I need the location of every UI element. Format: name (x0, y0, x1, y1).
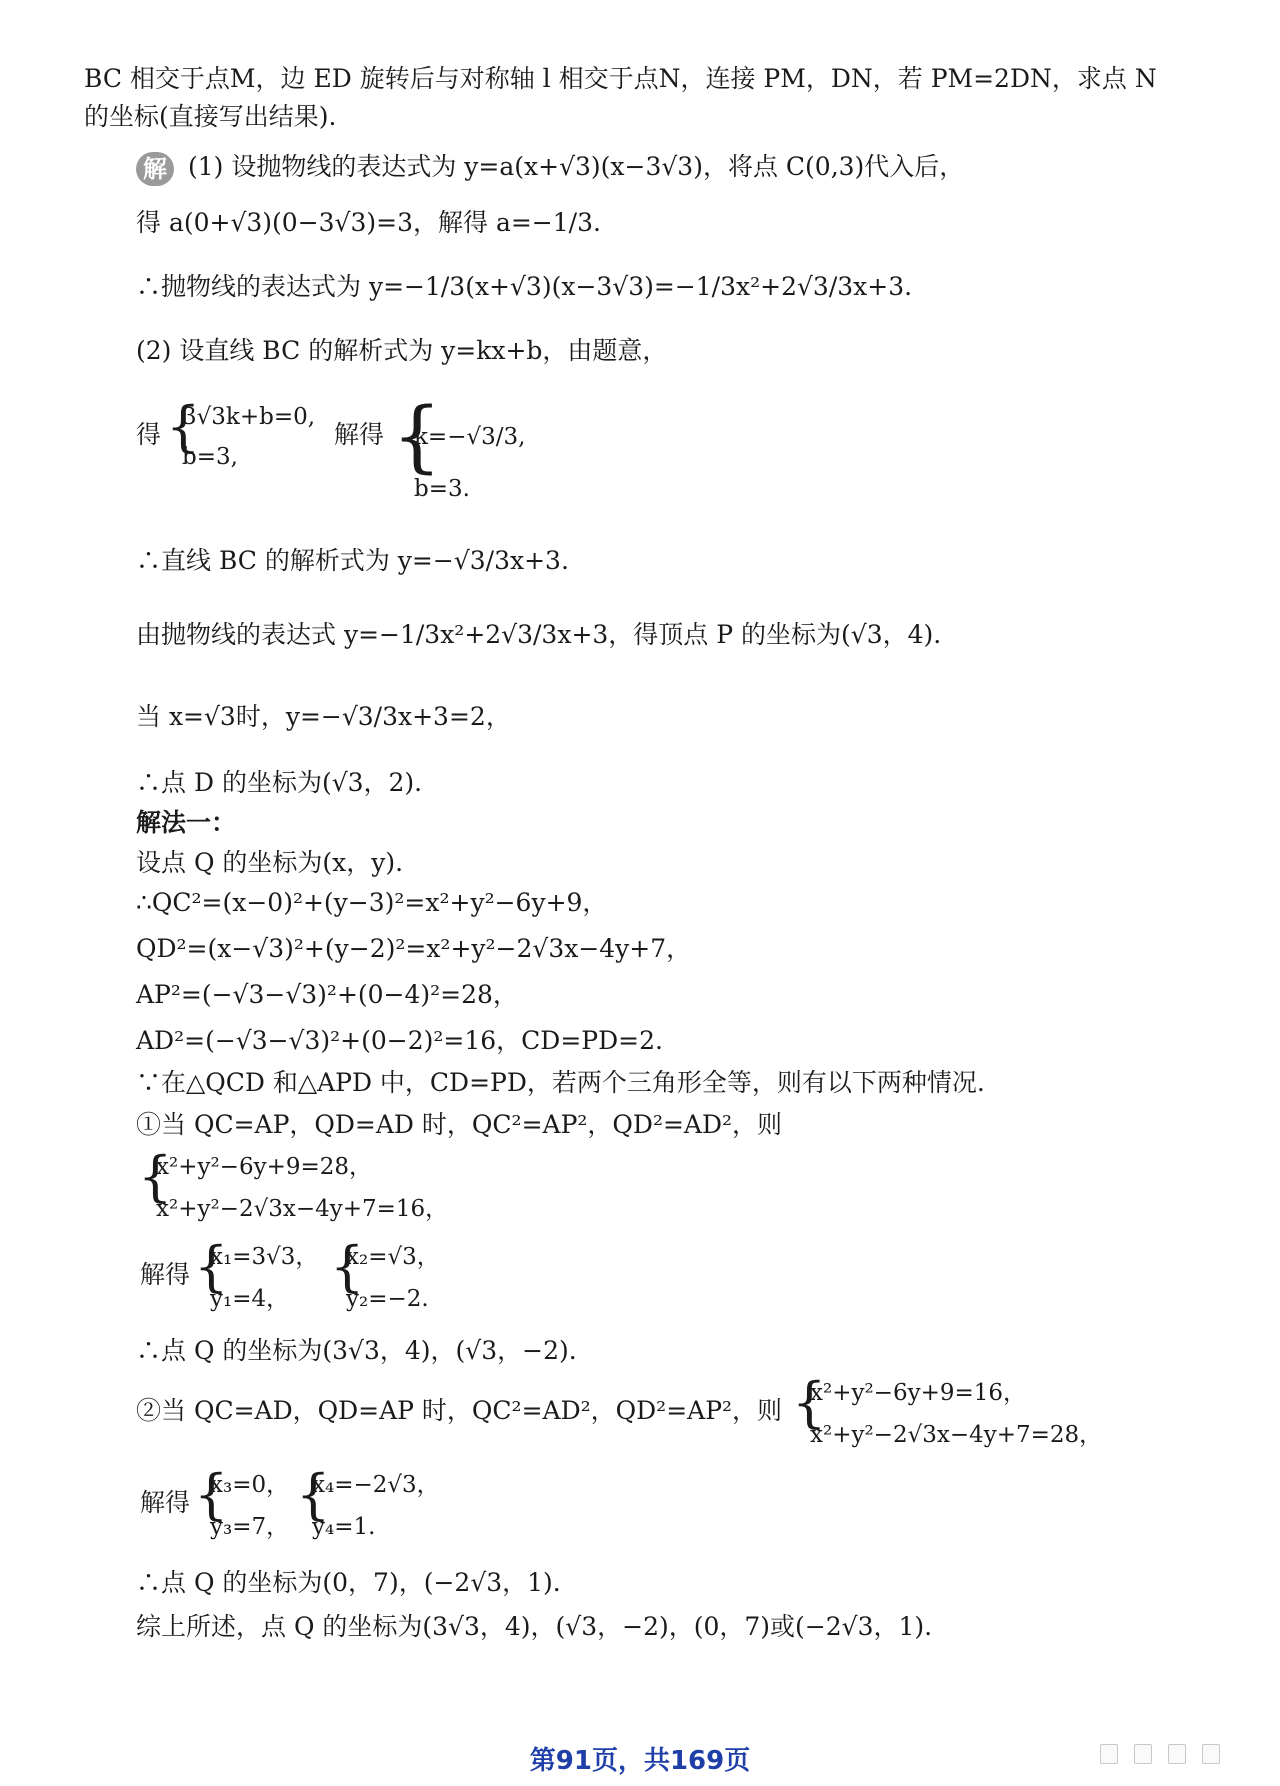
equation: 3√3k+b=0, (182, 404, 316, 430)
brace: { (330, 1235, 365, 1298)
page-number: 第91页，共169页 (529, 1746, 751, 1776)
text-line: ∵在△QCD 和△APD 中，CD=PD，若两个三角形全等，则有以下两种情况. (136, 1068, 985, 1097)
text-line: ∴点 D 的坐标为(√3，2). (136, 768, 423, 797)
text-line: 得 (136, 420, 162, 449)
brace: { (166, 395, 201, 458)
text-line: QD²=(x−√3)²+(y−2)²=x²+y²−2√3x−4y+7， (136, 934, 692, 963)
text-line: (1) 设抛物线的表达式为 y=a(x+√3)(x−3√3)，将点 C(0,3)代入后， (188, 152, 965, 181)
method-heading: 解法一： (136, 808, 237, 837)
text-line: 由抛物线的表达式 y=−1/3x²+2√3/3x+3，得顶点 P 的坐标为(√3，4). (136, 620, 942, 649)
text-line: ①当 QC=AP，QD=AD 时，QC²=AP²，QD²=AD²，则 (136, 1110, 783, 1139)
equation: y₁=4， (210, 1286, 290, 1312)
text-line: ∴QC²=(x−0)²+(y−3)²=x²+y²−6y+9， (136, 888, 608, 917)
equation: y₃=7， (210, 1514, 290, 1540)
solution-line (136, 150, 964, 186)
text-line: ∴点 Q 的坐标为(3√3，4)，(√3，−2). (136, 1336, 577, 1365)
text-line: 解得 (334, 420, 385, 449)
text-line: 当 x=√3时，y=−√3/3x+3=2， (136, 702, 511, 731)
page-thumbnail-icon[interactable] (1168, 1744, 1186, 1764)
text-line: AD²=(−√3−√3)²+(0−2)²=16，CD=PD=2. (136, 1026, 663, 1055)
brace: { (392, 392, 442, 482)
equation: y₄=1. (312, 1514, 376, 1540)
equation: x²+y²−2√3x−4y+7=28， (810, 1422, 1103, 1448)
equation: b=3. (414, 476, 470, 502)
text-line: 设点 Q 的坐标为(x，y). (136, 848, 404, 877)
equation: x₃=0， (210, 1472, 290, 1498)
equation: y₂=−2. (346, 1286, 429, 1312)
text-line: 的坐标(直接写出结果). (84, 102, 337, 131)
page-thumbnail-icon[interactable] (1100, 1744, 1118, 1764)
brace: { (194, 1235, 229, 1298)
page-thumbnail-icon[interactable] (1134, 1744, 1152, 1764)
equation: x²+y²−6y+9=16， (810, 1380, 1027, 1406)
brace: { (296, 1463, 331, 1526)
equation: b=3, (182, 444, 238, 470)
text-line: 综上所述，点 Q 的坐标为(3√3，4)，(√3，−2)，(0，7)或(−2√3，1). (136, 1612, 933, 1641)
text-line: ∴直线 BC 的解析式为 y=−√3/3x+3. (136, 546, 569, 575)
text-line: BC 相交于点M，边 ED 旋转后与对称轴 l 相交于点N，连接 PM，DN，若 PM=2DN，求点 N (84, 64, 1157, 93)
equation: k=−√3/3, (414, 424, 526, 450)
text-line: 解得 (140, 1488, 191, 1517)
text-line: ②当 QC=AD，QD=AP 时，QC²=AD²，QD²=AP²，则 (136, 1396, 783, 1425)
text-line: ∴点 Q 的坐标为(0，7)，(−2√3，1). (136, 1568, 561, 1597)
brace: { (194, 1463, 229, 1526)
equation: x₁=3√3， (210, 1244, 319, 1270)
equation: x₂=√3， (346, 1244, 440, 1270)
text-line: 得 a(0+√3)(0−3√3)=3，解得 a=−1/3. (136, 208, 601, 237)
equation: x²+y²−2√3x−4y+7=16， (156, 1196, 449, 1222)
text-line: (2) 设直线 BC 的解析式为 y=kx+b，由题意， (136, 336, 668, 365)
equation: x²+y²−6y+9=28， (156, 1154, 373, 1180)
equation: x₄=−2√3， (312, 1472, 440, 1498)
text-line: 解得 (140, 1260, 191, 1289)
brace: { (138, 1145, 173, 1208)
page-thumbnail-icon[interactable] (1202, 1744, 1220, 1764)
text-line: ∴抛物线的表达式为 y=−1/3(x+√3)(x−3√3)=−1/3x²+2√3/3x+3. (136, 272, 913, 301)
brace: { (792, 1371, 827, 1434)
page-thumbnail-strip (1100, 1744, 1250, 1768)
solution-badge: 解 (136, 152, 174, 186)
text-line: AP²=(−√3−√3)²+(0−4)²=28， (136, 980, 518, 1009)
